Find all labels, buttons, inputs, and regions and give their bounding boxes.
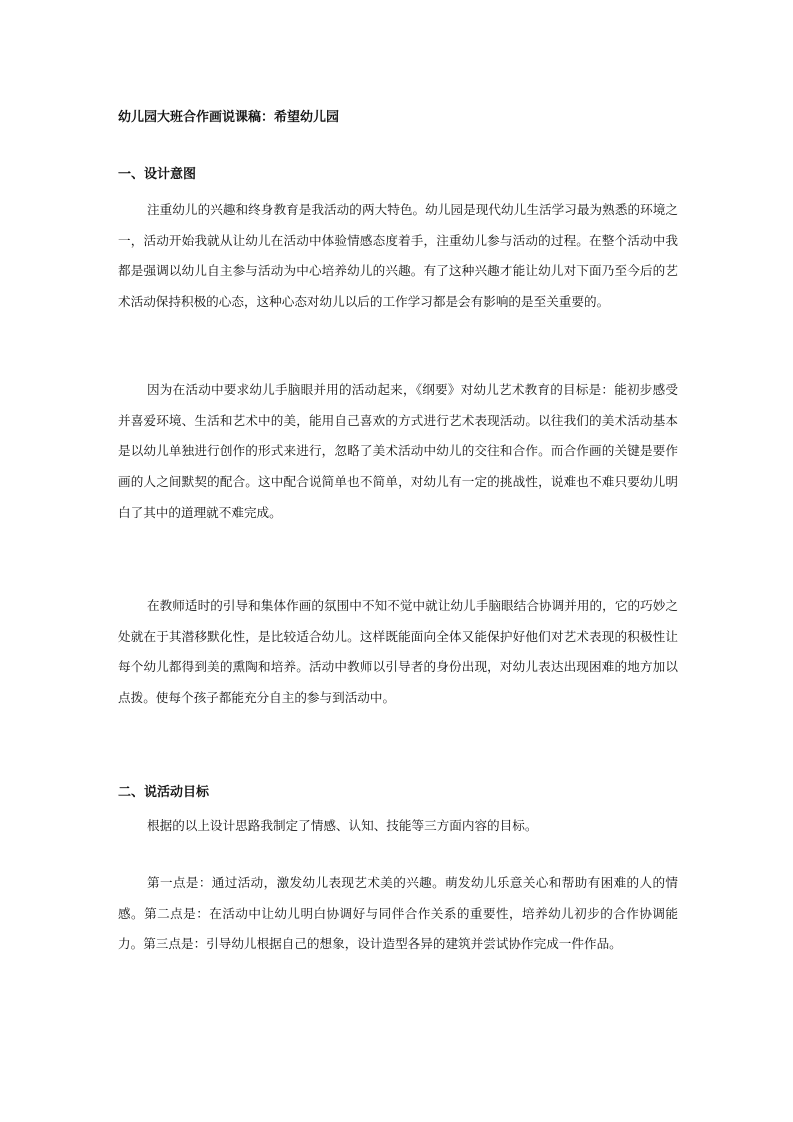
document-title: 幼儿园大班合作画说课稿：希望幼儿园 <box>118 110 340 125</box>
paragraph-design-intent-2: 因为在活动中要求幼儿手脑眼并用的活动起来，《纲要》对幼儿艺术教育的目标是：能初步感受并喜爱环境、生活和艺术中的美，能用自己喜欢的方式进行艺术表现活动。以往我们的美术活动基本是以幼儿单独进行创作的形式来进行，忽略了美术活动中幼儿的交往和合作。而合作画的关键是要作画的人之间默契的配合。这中配合说简单也不简单，对幼儿有一定的挑战性，说难也不难只要幼儿明白了其中的道理就不难完成。 <box>118 382 678 520</box>
paragraph-design-intent-1: 注重幼儿的兴趣和终身教育是我活动的两大特色。幼儿园是现代幼儿生活学习最为熟悉的环境之一，活动开始我就从让幼儿在活动中体验情感态度着手，注重幼儿参与活动的过程。在整个活动中我都是强调以幼儿自主参与活动为中心培养幼儿的兴趣。有了这种兴趣才能让幼儿对下面乃至今后的艺术活动保持积极的心态，这种心态对幼儿以后的工作学习都是会有影响的是至关重要的。 <box>118 202 678 310</box>
section-heading-activity-goals: 二、说活动目标 <box>118 785 210 800</box>
paragraph-activity-goals-2: 第一点是：通过活动，激发幼儿表现艺术美的兴趣。萌发幼儿乐意关心和帮助有困难的人的情感。第二点是：在活动中让幼儿明白协调好与同伴合作关系的重要性，培养幼儿初步的合作协调能力。第三点是：引导幼儿根据自己的想象，设计造型各异的建筑并尝试协作完成一件作品。 <box>118 875 678 952</box>
section-heading-design-intent: 一、设计意图 <box>118 167 197 182</box>
paragraph-activity-goals-1: 根据的以上设计思路我制定了情感、认知、技能等三方面内容的目标。 <box>147 818 538 833</box>
paragraph-design-intent-3: 在教师适时的引导和集体作画的氛围中不知不觉中就让幼儿手脑眼结合协调并用的，它的巧妙之处就在于其潜移默化性，是比较适合幼儿。这样既能面向全体又能保护好他们对艺术表现的积极性让每个幼儿都得到美的熏陶和培养。活动中教师以引导者的身份出现，对幼儿表达出现困难的地方加以点拨。使每个孩子都能充分自主的参与到活动中。 <box>118 598 678 706</box>
